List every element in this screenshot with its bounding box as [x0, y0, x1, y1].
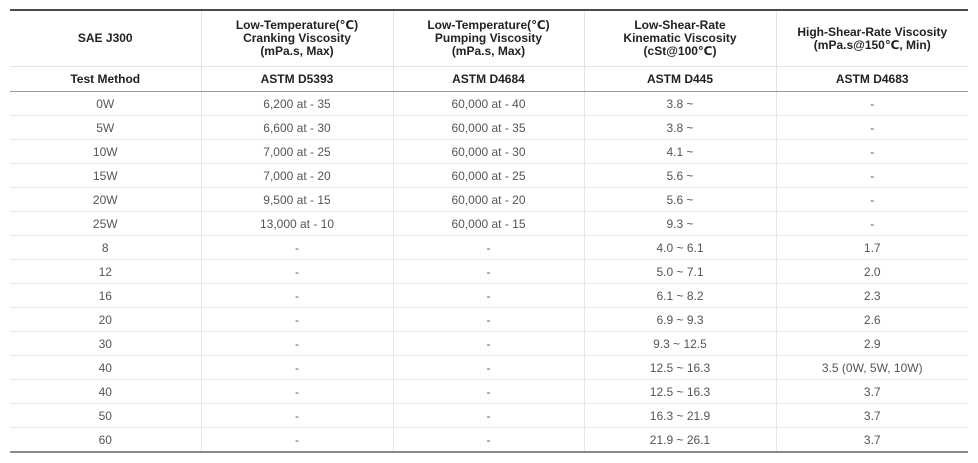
header-line: SAE J300 — [77, 31, 133, 45]
cell-cranking-viscosity: - — [201, 260, 393, 284]
cell-kinematic-viscosity: 21.9 ~ 26.1 — [584, 428, 776, 453]
table-row — [10, 236, 968, 260]
header-line: Kinematic Viscosity — [623, 31, 737, 45]
cell-cranking-viscosity: - — [201, 284, 393, 308]
cell-sae-grade: 25W — [10, 212, 201, 236]
table-row — [10, 164, 968, 188]
table-row — [10, 308, 968, 332]
cell-cranking-viscosity: 13,000 at - 10 — [201, 212, 393, 236]
header-sae-grade — [10, 10, 201, 67]
header-line: Low-Temperature(℃) — [235, 18, 359, 32]
cell-kinematic-viscosity: 5.6 ~ — [584, 164, 776, 188]
test-method-row — [10, 67, 968, 92]
cell-cranking-viscosity: 6,600 at - 30 — [201, 116, 393, 140]
cell-high-shear-viscosity: 3.7 — [776, 404, 968, 428]
cell-kinematic-viscosity: 5.6 ~ — [584, 188, 776, 212]
cell-sae-grade: 16 — [10, 284, 201, 308]
test-method-label: Test Method — [10, 67, 201, 92]
table-row — [10, 260, 968, 284]
cell-pumping-viscosity: - — [393, 236, 584, 260]
cell-kinematic-viscosity: 9.3 ~ — [584, 212, 776, 236]
cell-high-shear-viscosity: - — [776, 92, 968, 116]
header-line: Low-Temperature(℃) — [427, 18, 550, 32]
cell-sae-grade: 40 — [10, 380, 201, 404]
header-row — [10, 10, 968, 67]
cell-cranking-viscosity: 7,000 at - 20 — [201, 164, 393, 188]
header-line: Pumping Viscosity — [434, 31, 543, 45]
table-row — [10, 356, 968, 380]
cell-sae-grade: 12 — [10, 260, 201, 284]
cell-sae-grade: 50 — [10, 404, 201, 428]
header-line: (mPa.s@150℃, Min) — [813, 37, 931, 52]
header-line: Cranking Viscosity — [243, 31, 351, 45]
cell-pumping-viscosity: - — [393, 380, 584, 404]
table-row — [10, 428, 968, 453]
table-row — [10, 380, 968, 404]
test-method-cell: ASTM D445 — [584, 67, 776, 92]
cell-cranking-viscosity: - — [201, 356, 393, 380]
cell-sae-grade: 20 — [10, 308, 201, 332]
cell-cranking-viscosity: - — [201, 236, 393, 260]
cell-cranking-viscosity: - — [201, 428, 393, 453]
table-body — [10, 92, 968, 453]
table-row — [10, 212, 968, 236]
cell-cranking-viscosity: - — [201, 404, 393, 428]
cell-kinematic-viscosity: 12.5 ~ 16.3 — [584, 356, 776, 380]
cell-pumping-viscosity: 60,000 at - 25 — [393, 164, 584, 188]
table-header — [10, 10, 968, 92]
cell-pumping-viscosity: 60,000 at - 20 — [393, 188, 584, 212]
header-line: (mPa.s, Max) — [260, 44, 334, 58]
cell-pumping-viscosity: - — [393, 332, 584, 356]
cell-cranking-viscosity: - — [201, 308, 393, 332]
cell-pumping-viscosity: - — [393, 404, 584, 428]
header-line: (mPa.s, Max) — [451, 44, 526, 58]
cell-cranking-viscosity: 9,500 at - 15 — [201, 188, 393, 212]
cell-high-shear-viscosity: 2.0 — [776, 260, 968, 284]
header-pumping-viscosity — [393, 10, 584, 67]
cell-high-shear-viscosity: 2.9 — [776, 332, 968, 356]
cell-cranking-viscosity: - — [201, 380, 393, 404]
cell-sae-grade: 10W — [10, 140, 201, 164]
header-high-shear-viscosity — [776, 10, 968, 67]
cell-high-shear-viscosity: 2.3 — [776, 284, 968, 308]
test-method-cell: ASTM D5393 — [201, 67, 393, 92]
cell-kinematic-viscosity: 4.1 ~ — [584, 140, 776, 164]
cell-pumping-viscosity: - — [393, 356, 584, 380]
cell-kinematic-viscosity: 5.0 ~ 7.1 — [584, 260, 776, 284]
cell-high-shear-viscosity: - — [776, 116, 968, 140]
cell-sae-grade: 15W — [10, 164, 201, 188]
viscosity-grade-table-container — [10, 9, 968, 453]
cell-kinematic-viscosity: 6.9 ~ 9.3 — [584, 308, 776, 332]
sae-j300-viscosity-table — [10, 9, 968, 453]
cell-pumping-viscosity: 60,000 at - 30 — [393, 140, 584, 164]
header-kinematic-viscosity — [584, 10, 776, 67]
table-row — [10, 404, 968, 428]
cell-kinematic-viscosity: 16.3 ~ 21.9 — [584, 404, 776, 428]
cell-sae-grade: 30 — [10, 332, 201, 356]
cell-high-shear-viscosity: - — [776, 212, 968, 236]
table-row — [10, 284, 968, 308]
cell-high-shear-viscosity: 1.7 — [776, 236, 968, 260]
cell-kinematic-viscosity: 3.8 ~ — [584, 92, 776, 116]
cell-sae-grade: 5W — [10, 116, 201, 140]
cell-kinematic-viscosity: 12.5 ~ 16.3 — [584, 380, 776, 404]
cell-pumping-viscosity: 60,000 at - 40 — [393, 92, 584, 116]
cell-high-shear-viscosity: 3.7 — [776, 428, 968, 453]
cell-high-shear-viscosity: 2.6 — [776, 308, 968, 332]
header-line: (cSt@100℃) — [643, 44, 717, 58]
cell-sae-grade: 8 — [10, 236, 201, 260]
cell-high-shear-viscosity: 3.5 (0W, 5W, 10W) — [776, 356, 968, 380]
cell-cranking-viscosity: 7,000 at - 25 — [201, 140, 393, 164]
header-line: High-Shear-Rate Viscosity — [797, 24, 948, 39]
table-row — [10, 140, 968, 164]
cell-kinematic-viscosity: 4.0 ~ 6.1 — [584, 236, 776, 260]
cell-kinematic-viscosity: 3.8 ~ — [584, 116, 776, 140]
cell-cranking-viscosity: 6,200 at - 35 — [201, 92, 393, 116]
cell-sae-grade: 40 — [10, 356, 201, 380]
cell-cranking-viscosity: - — [201, 332, 393, 356]
cell-high-shear-viscosity: - — [776, 188, 968, 212]
cell-pumping-viscosity: - — [393, 308, 584, 332]
cell-pumping-viscosity: - — [393, 284, 584, 308]
cell-high-shear-viscosity: - — [776, 140, 968, 164]
cell-high-shear-viscosity: - — [776, 164, 968, 188]
table-row — [10, 188, 968, 212]
table-row — [10, 116, 968, 140]
table-row — [10, 332, 968, 356]
cell-sae-grade: 0W — [10, 92, 201, 116]
cell-sae-grade: 20W — [10, 188, 201, 212]
header-line: Low-Shear-Rate — [634, 18, 726, 32]
cell-pumping-viscosity: - — [393, 428, 584, 453]
cell-kinematic-viscosity: 6.1 ~ 8.2 — [584, 284, 776, 308]
cell-pumping-viscosity: - — [393, 260, 584, 284]
cell-sae-grade: 60 — [10, 428, 201, 453]
table-row — [10, 92, 968, 116]
cell-pumping-viscosity: 60,000 at - 35 — [393, 116, 584, 140]
cell-kinematic-viscosity: 9.3 ~ 12.5 — [584, 332, 776, 356]
test-method-cell: ASTM D4684 — [393, 67, 584, 92]
test-method-cell: ASTM D4683 — [776, 67, 968, 92]
cell-pumping-viscosity: 60,000 at - 15 — [393, 212, 584, 236]
cell-high-shear-viscosity: 3.7 — [776, 380, 968, 404]
header-cranking-viscosity — [201, 10, 393, 67]
